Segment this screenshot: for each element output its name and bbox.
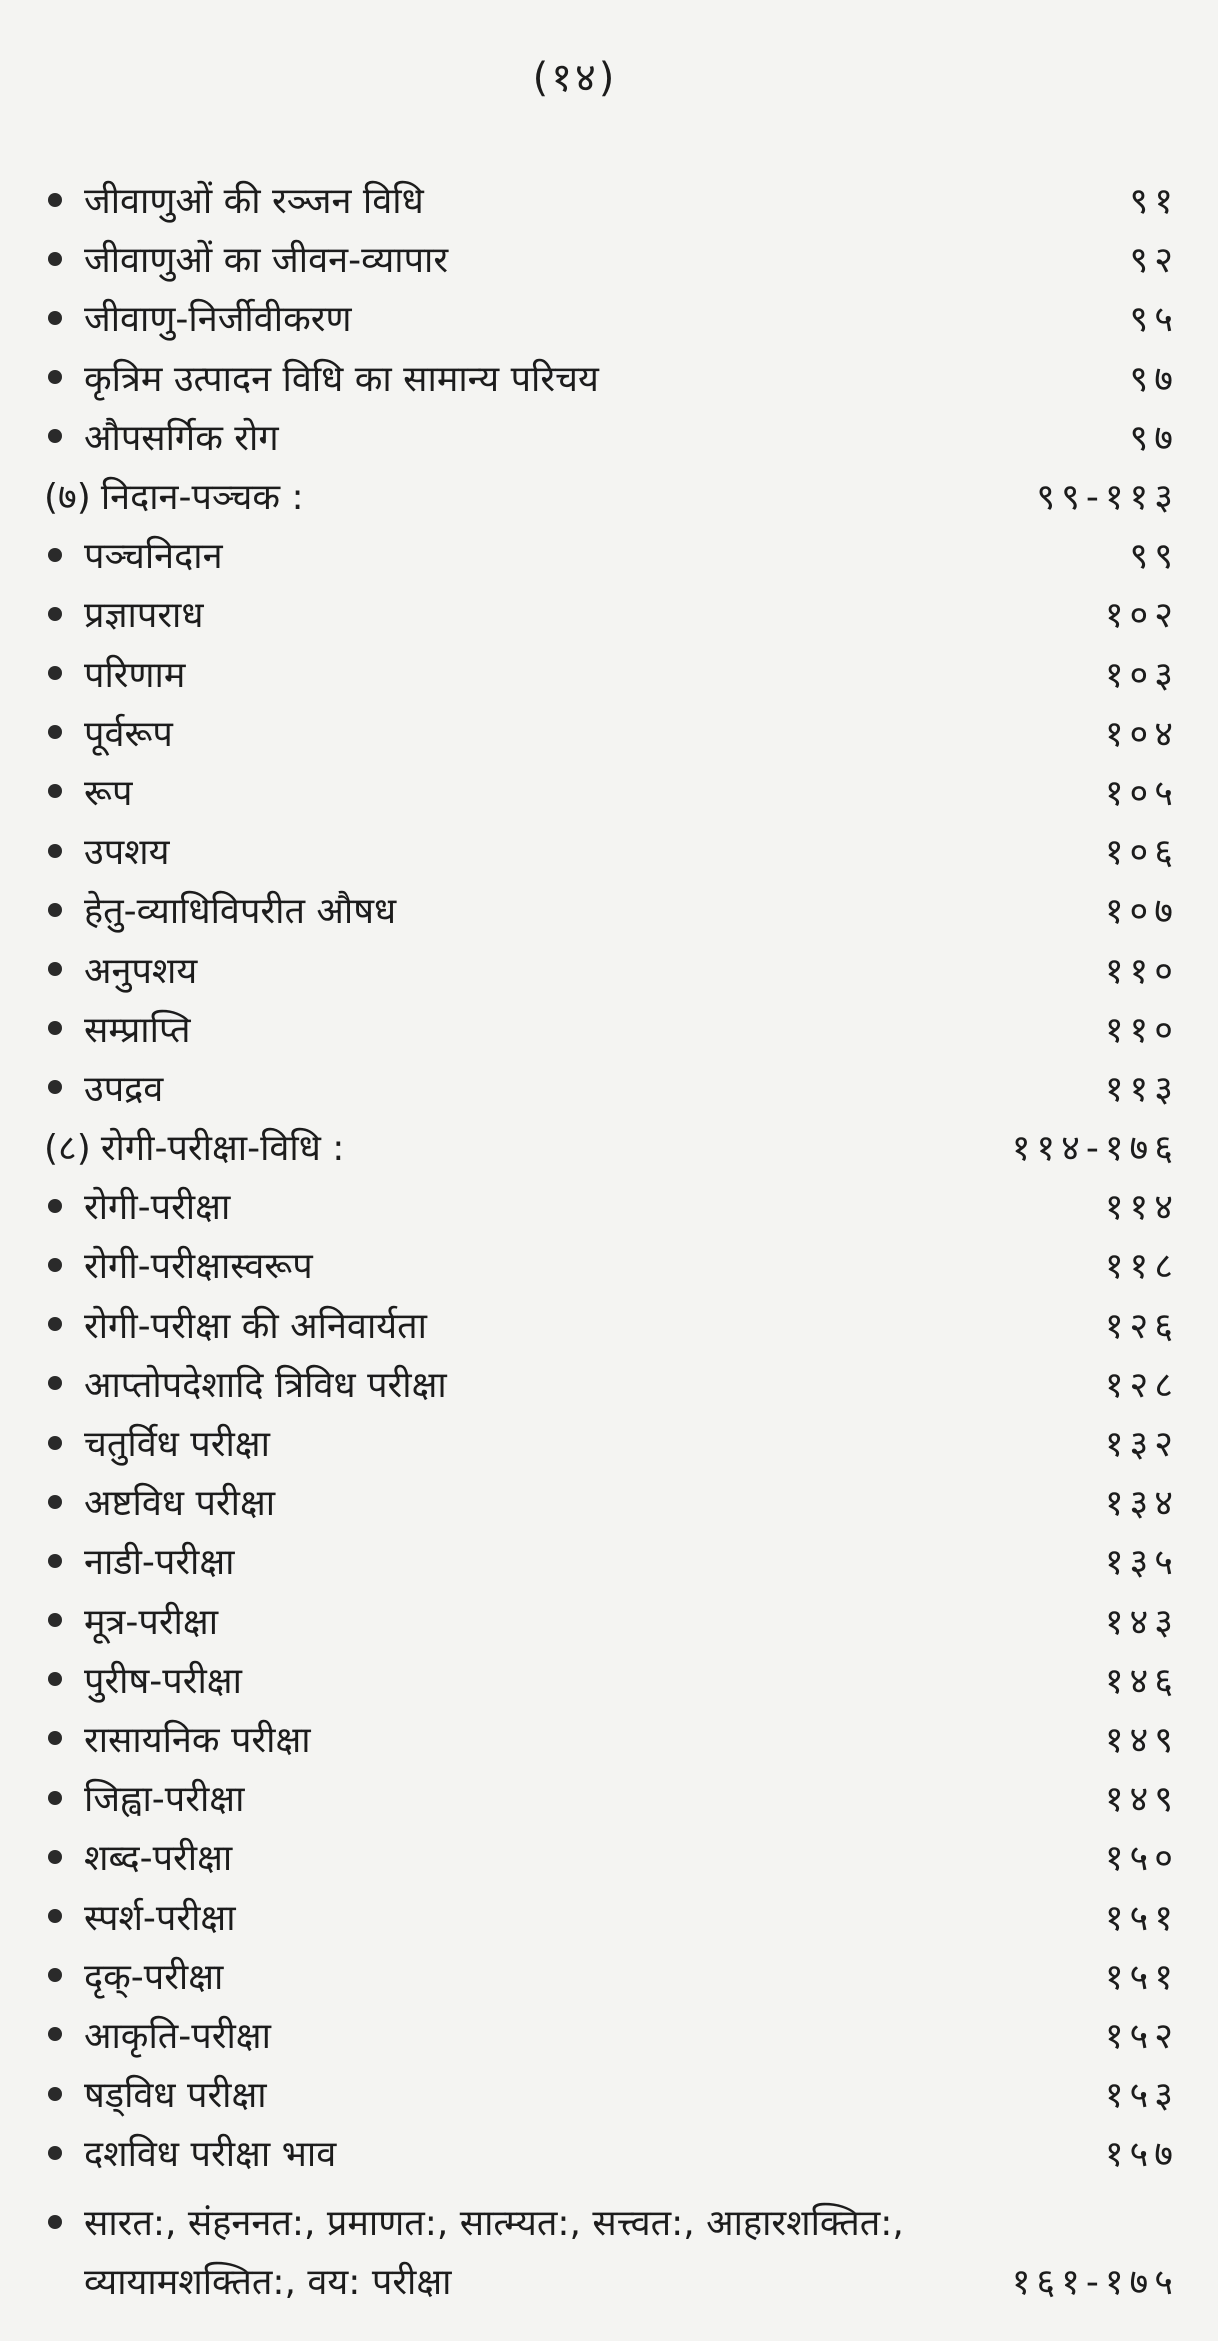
page-reference: ९१: [1129, 181, 1179, 223]
toc-entry-left: [44, 1596, 218, 1645]
page-reference: १३५: [1104, 1542, 1179, 1584]
toc-entry-left: [44, 767, 132, 816]
page-reference: १५१: [1104, 1897, 1179, 1939]
page-reference: १३२: [1104, 1424, 1179, 1466]
entry-title: परिणाम: [84, 654, 186, 696]
entry-title: अनुपशय: [84, 950, 198, 992]
toc-entry-row: [44, 880, 1179, 939]
bullet-icon: [48, 2027, 62, 2041]
toc-entry-row: [44, 2005, 1179, 2064]
entry-title: रोगी-परीक्षा: [84, 1187, 231, 1229]
page-reference: ११४: [1104, 1187, 1179, 1229]
toc-entry-left: [44, 1773, 244, 1822]
page-reference: ९९: [1129, 536, 1179, 578]
bullet-icon: [48, 370, 62, 384]
toc-entry-left: [44, 1536, 235, 1585]
bullet-icon: [48, 1850, 62, 1864]
toc-entry-row: [44, 1650, 1179, 1709]
toc-entry-row: [44, 1295, 1179, 1354]
entry-title: षड्विध परीक्षा: [84, 2075, 267, 2117]
toc-entry-row: [44, 644, 1179, 703]
page-reference: १४९: [1104, 1719, 1179, 1761]
toc-entry-row: [44, 1413, 1179, 1472]
toc-entry-row: [44, 1768, 1179, 1827]
page-reference: ९७: [1129, 358, 1179, 400]
entry-title: जीवाणुओं का जीवन-व्यापार: [84, 240, 449, 282]
bullet-icon: [48, 1258, 62, 1272]
entry-title-line: सारत:, संहननत:, प्रमाणत:, सात्म्यत:, सत्त्वत:, आहारशक्तित:,: [84, 2203, 904, 2245]
bullet-icon: [48, 1436, 62, 1450]
toc-entry-left: [44, 234, 448, 283]
entry-title: आकृति-परीक्षा: [84, 2015, 271, 2057]
bullet-icon: [48, 784, 62, 798]
entry-title: कृत्रिम उत्पादन विधि का सामान्य परिचय: [84, 358, 599, 400]
entry-title: प्रज्ञापराध: [84, 595, 204, 637]
toc-entry-left: [44, 649, 185, 698]
toc-entry-left: [44, 412, 279, 461]
page-reference: ९७: [1129, 417, 1179, 459]
bullet-icon: [48, 2146, 62, 2160]
toc-entry-left: [44, 2128, 336, 2177]
bullet-icon: [48, 252, 62, 266]
toc-entry-row: [44, 525, 1179, 584]
toc-entry-left: [44, 708, 173, 757]
bullet-icon: [48, 1080, 62, 1094]
section-title: निदान-पञ्चक :: [100, 477, 304, 519]
bullet-icon: [48, 193, 62, 207]
page-reference: १०२: [1104, 595, 1179, 637]
entry-title-line: व्यायामशक्तित:, वय: परीक्षा: [84, 2262, 452, 2304]
page-reference: १५७: [1104, 2134, 1179, 2176]
bullet-icon: [48, 429, 62, 443]
toc-entry-row: [44, 584, 1179, 643]
entry-title: रोगी-परीक्षा की अनिवार्यता: [84, 1305, 427, 1347]
toc-entry-left: [44, 1359, 447, 1408]
bullet-icon: [48, 903, 62, 917]
toc-entry-row: [44, 939, 1179, 998]
page-reference: ११४-१७६: [1011, 1128, 1179, 1170]
entry-title: हेतु-व्याधिविपरीत औषध: [84, 891, 397, 933]
toc-entry-row: [44, 999, 1179, 1058]
toc-entry-left: [44, 1063, 163, 1112]
bullet-icon: [48, 1672, 62, 1686]
toc-entry-row: [44, 2064, 1179, 2123]
entry-title: उपशय: [84, 832, 170, 874]
bullet-icon: [48, 844, 62, 858]
toc-entry-row: [44, 703, 1179, 762]
toc-entry-row: [44, 288, 1179, 347]
page-reference: १५३: [1104, 2075, 1179, 2117]
page-reference: १४३: [1104, 1601, 1179, 1643]
toc-entry-row: [44, 1827, 1179, 1886]
toc-entry-left: [44, 826, 170, 875]
page-reference: ९२: [1129, 240, 1179, 282]
entry-title: जिह्वा-परीक्षा: [84, 1779, 245, 1821]
toc-entry-left: [44, 1832, 232, 1881]
toc-entry-left: [44, 1477, 275, 1526]
page-reference: १४६: [1104, 1660, 1179, 1702]
page-reference: १५१: [1104, 1956, 1179, 1998]
toc-entry-left: [44, 1122, 344, 1171]
bullet-icon: [48, 1909, 62, 1923]
toc-entry-left: [44, 1951, 223, 2000]
toc-entry-left: [44, 1418, 270, 1467]
toc-section-row: [44, 1117, 1179, 1176]
toc-entry-left: [44, 1181, 230, 1230]
table-of-contents: [44, 170, 1179, 2310]
page-reference: १३४: [1104, 1483, 1179, 1525]
toc-entry-left: [44, 175, 424, 224]
bullet-icon: [48, 666, 62, 680]
page-reference: ११८: [1104, 1246, 1179, 1288]
toc-entry-row: [44, 1946, 1179, 2005]
entry-title: दृक्-परीक्षा: [84, 1956, 224, 1998]
toc-entry-left: [44, 471, 304, 520]
toc-entry-left: [44, 945, 197, 994]
page-reference: १५२: [1104, 2015, 1179, 2057]
toc-section-row: [44, 466, 1179, 525]
toc-entry-left: [44, 2010, 271, 2059]
entry-title: शब्द-परीक्षा: [84, 1838, 233, 1880]
toc-entry-row: [44, 1235, 1179, 1294]
toc-entry-row: [44, 1709, 1179, 1768]
toc-entry-left: [44, 2069, 267, 2118]
toc-entry-left: [44, 1892, 236, 1941]
toc-entry-row: [44, 1472, 1179, 1531]
entry-title: आप्तोपदेशादि त्रिविध परीक्षा: [84, 1364, 447, 1406]
toc-entry-row: [44, 229, 1179, 288]
entry-title: पञ्चनिदान: [84, 536, 223, 578]
toc-entry-row: [44, 1531, 1179, 1590]
page-reference: १२६: [1104, 1305, 1179, 1347]
bullet-icon: [48, 1317, 62, 1331]
bullet-icon: [48, 1199, 62, 1213]
toc-entry-row: [44, 2123, 1179, 2182]
page-reference: ११३: [1104, 1068, 1179, 1110]
bullet-icon: [48, 311, 62, 325]
page-reference: ११०: [1104, 1009, 1179, 1051]
page-reference: १०७: [1104, 891, 1179, 933]
section-number: (८): [44, 1128, 91, 1170]
page-reference: ११०: [1104, 950, 1179, 992]
bullet-icon: [48, 1021, 62, 1035]
toc-entry-row: [44, 1591, 1179, 1650]
entry-title: जीवाणु-निर्जीवीकरण: [84, 299, 352, 341]
bullet-icon: [48, 725, 62, 739]
page-number: (१४): [532, 55, 618, 101]
toc-entry-row: [44, 1176, 1179, 1235]
page-reference: ९५: [1129, 299, 1179, 341]
page-reference: १०६: [1104, 832, 1179, 874]
entry-title: सम्प्राप्ति: [84, 1009, 191, 1051]
section-title: रोगी-परीक्षा-विधि :: [100, 1128, 345, 1170]
section-number: (७): [44, 477, 91, 519]
entry-title: जीवाणुओं की रञ्जन विधि: [84, 181, 424, 223]
toc-entry-row: [44, 2182, 1179, 2310]
bullet-icon: [48, 548, 62, 562]
toc-entry-left: [44, 1004, 191, 1053]
page-reference: १४९: [1104, 1779, 1179, 1821]
bullet-icon: [48, 1613, 62, 1627]
entry-title-block: [84, 2192, 904, 2310]
entry-title: मूत्र-परीक्षा: [84, 1601, 219, 1643]
bullet-icon: [48, 1376, 62, 1390]
entry-title: पूर्वरूप: [84, 713, 173, 755]
toc-entry-left: [44, 530, 223, 579]
toc-entry-left: [44, 1240, 313, 1289]
page-reference: १०४: [1104, 713, 1179, 755]
toc-entry-left: [44, 2192, 904, 2310]
toc-entry-left: [44, 353, 599, 402]
bullet-icon: [48, 2215, 62, 2229]
toc-entry-row: [44, 1058, 1179, 1117]
bullet-icon: [48, 1731, 62, 1745]
entry-title: उपद्रव: [84, 1068, 164, 1110]
toc-entry-row: [44, 407, 1179, 466]
entry-title: पुरीष-परीक्षा: [84, 1660, 242, 1702]
page-reference: १५०: [1104, 1838, 1179, 1880]
toc-entry-row: [44, 348, 1179, 407]
entry-title: रूप: [84, 772, 133, 814]
toc-entry-left: [44, 1300, 427, 1349]
entry-title: स्पर्श-परीक्षा: [84, 1897, 236, 1939]
page-reference: १६१-१७५: [1011, 2262, 1179, 2304]
entry-title: चतुर्विध परीक्षा: [84, 1424, 270, 1466]
bullet-icon: [48, 1495, 62, 1509]
bullet-icon: [48, 1968, 62, 1982]
toc-entry-left: [44, 589, 204, 638]
page-reference: ९९-११३: [1036, 477, 1179, 519]
bullet-icon: [48, 962, 62, 976]
toc-entry-row: [44, 762, 1179, 821]
entry-title: रासायनिक परीक्षा: [84, 1719, 311, 1761]
toc-entry-row: [44, 170, 1179, 229]
bullet-icon: [48, 1791, 62, 1805]
toc-entry-left: [44, 293, 351, 342]
entry-title: नाडी-परीक्षा: [84, 1542, 235, 1584]
bullet-icon: [48, 1554, 62, 1568]
toc-entry-row: [44, 821, 1179, 880]
toc-entry-left: [44, 1655, 242, 1704]
entry-title: रोगी-परीक्षास्वरूप: [84, 1246, 313, 1288]
bullet-icon: [48, 607, 62, 621]
entry-title: अष्टविध परीक्षा: [84, 1483, 276, 1525]
page-reference: १०३: [1104, 654, 1179, 696]
toc-entry-left: [44, 1714, 311, 1763]
toc-entry-left: [44, 885, 396, 934]
entry-title: औपसर्गिक रोग: [84, 417, 279, 459]
page-reference: १२८: [1104, 1364, 1179, 1406]
bullet-icon: [48, 2087, 62, 2101]
toc-entry-row: [44, 1354, 1179, 1413]
page-reference: १०५: [1104, 772, 1179, 814]
toc-entry-row: [44, 1886, 1179, 1945]
entry-title: दशविध परीक्षा भाव: [84, 2134, 337, 2176]
